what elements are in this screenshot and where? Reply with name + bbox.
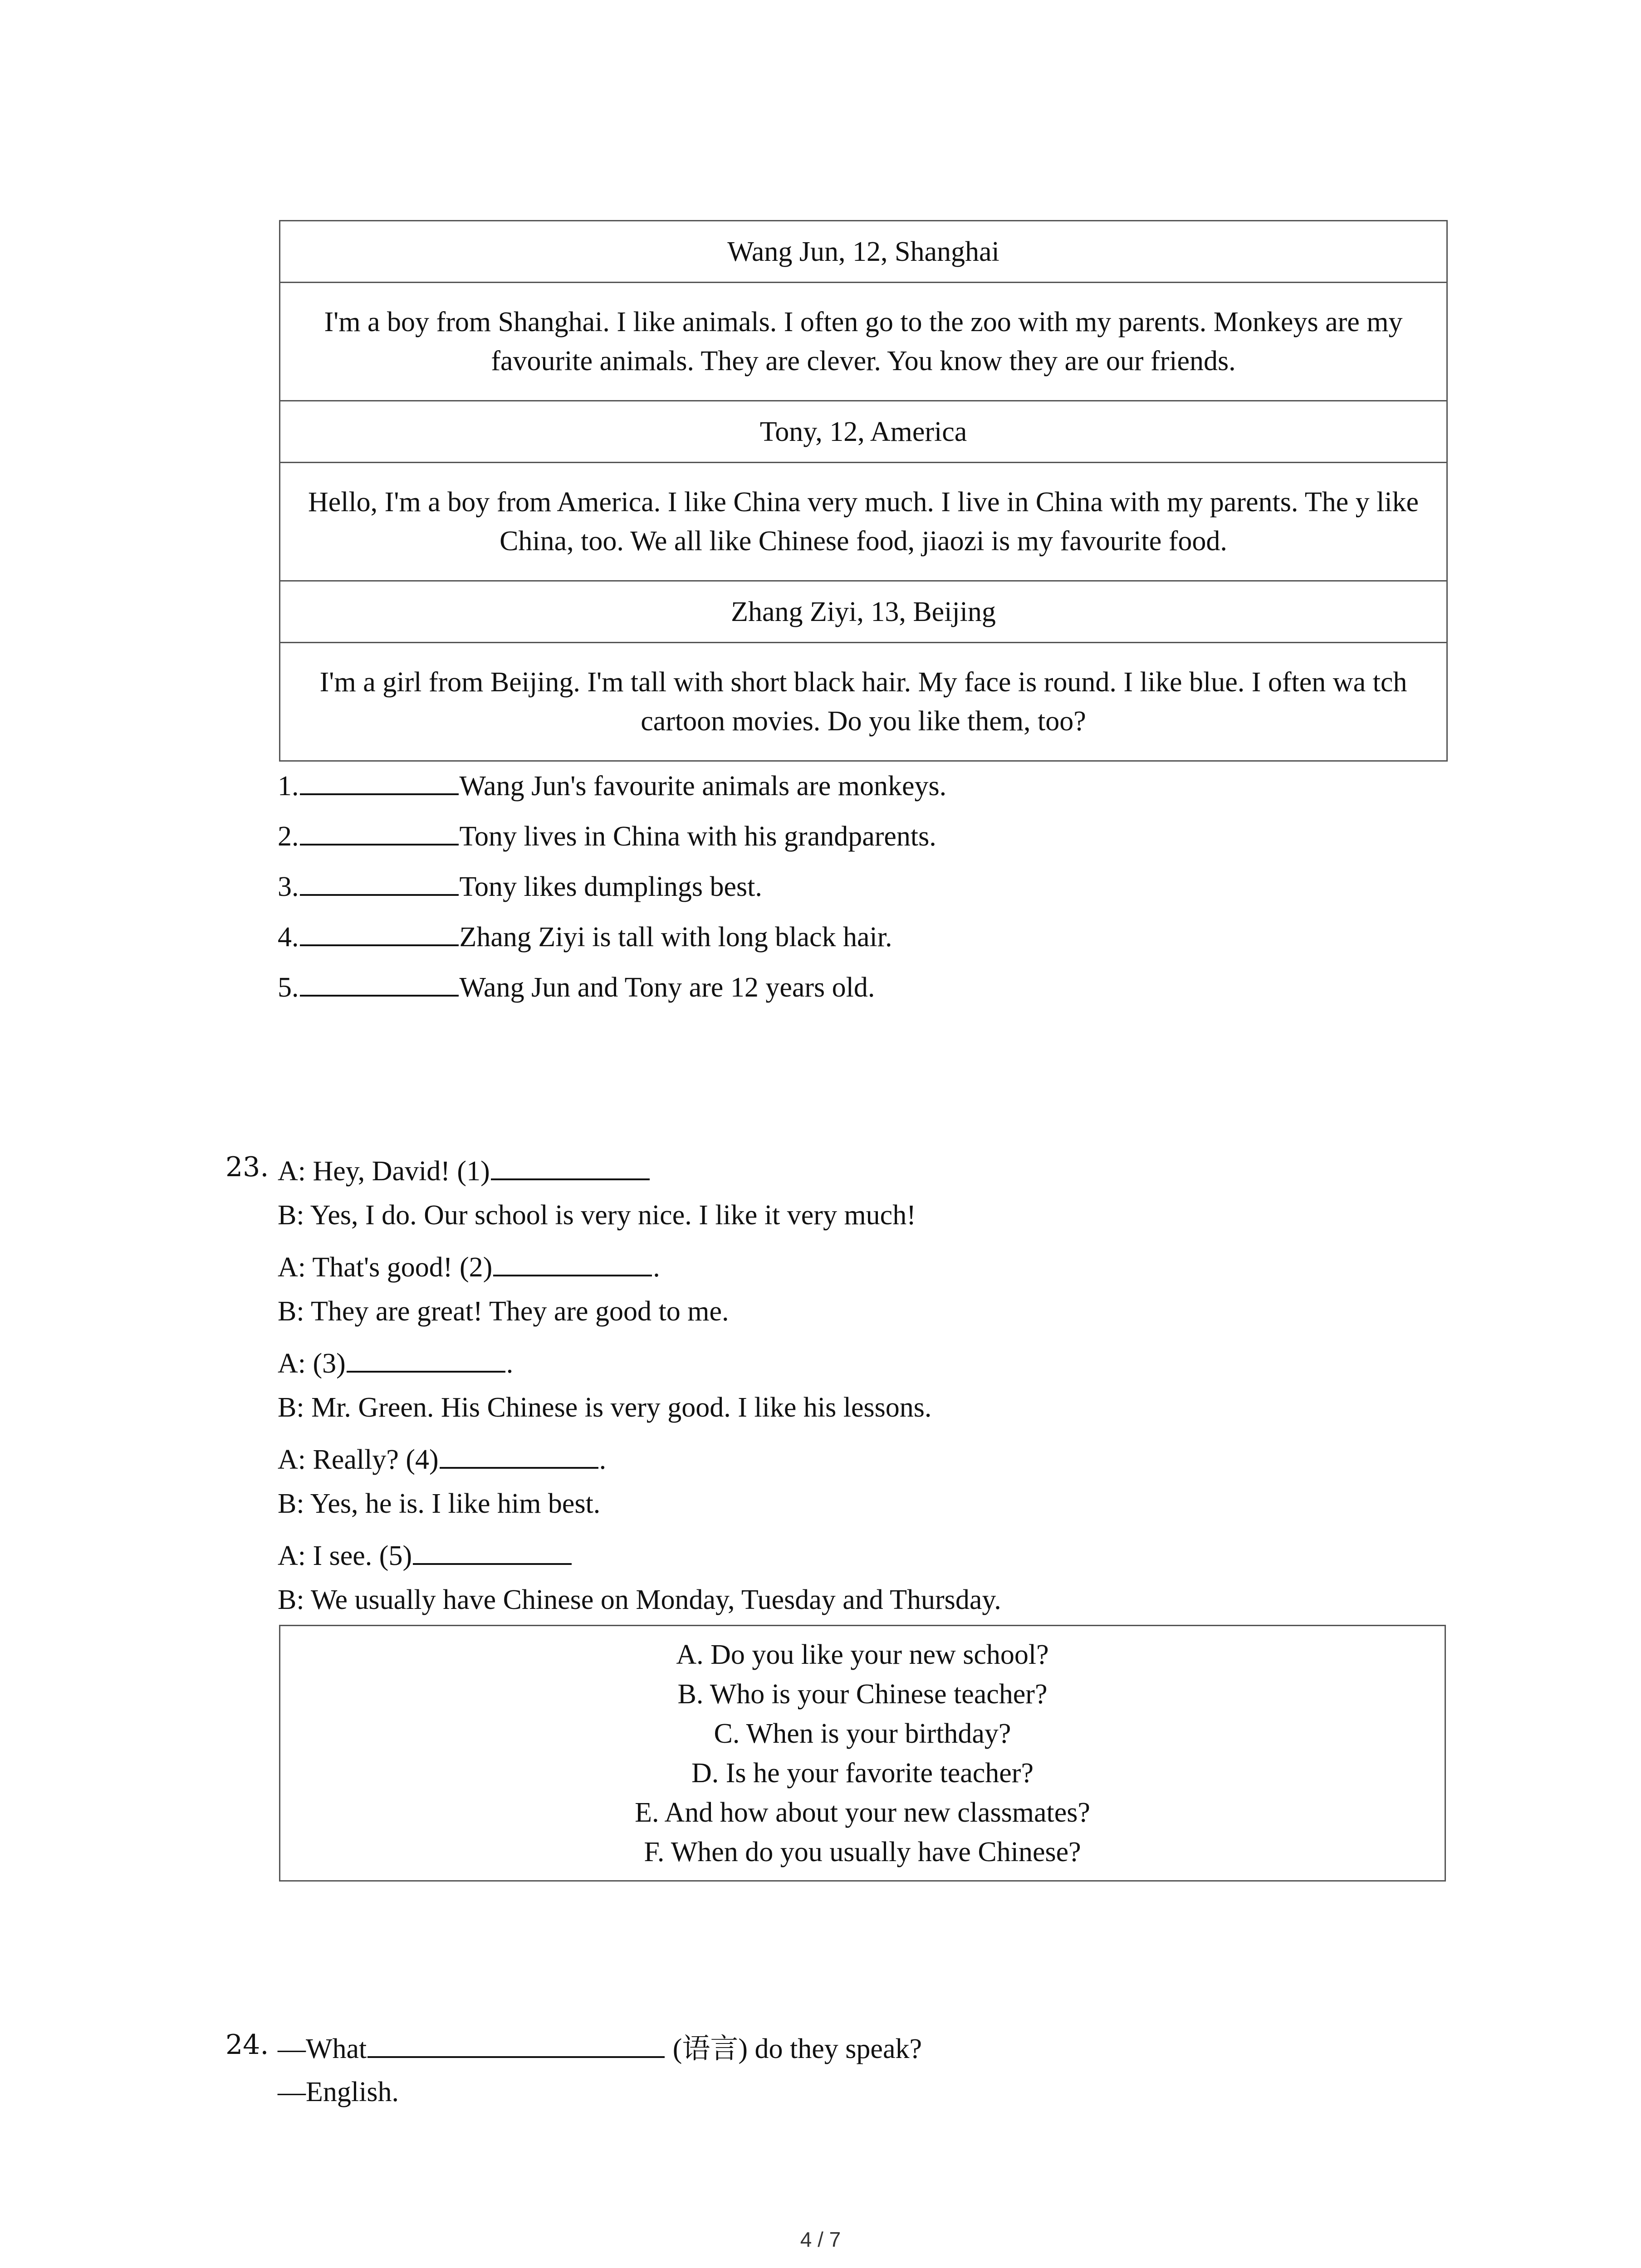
dialogue-text: B: Yes, he is. I like him best. xyxy=(278,1488,601,1519)
dialogue-text: A: Hey, David! (1) xyxy=(278,1156,490,1187)
answer-blank[interactable] xyxy=(491,1149,650,1180)
answer-blank[interactable] xyxy=(300,965,459,997)
profile-table xyxy=(279,220,1448,762)
dialogue-text: B: We usually have Chinese on Monday, Tuesday and Thursday. xyxy=(278,1584,1001,1615)
option-item: D. Is he your favorite teacher? xyxy=(691,1758,1034,1789)
question-24 xyxy=(278,2026,922,2121)
statement-number: 5. xyxy=(278,972,299,1003)
statement-item xyxy=(278,864,946,914)
dialogue-line xyxy=(278,1581,1001,1629)
statement-text: Zhang Ziyi is tall with long black hair. xyxy=(459,922,892,953)
dialogue-text: B: Mr. Green. His Chinese is very good. I like his lessons. xyxy=(278,1392,932,1423)
dialogue-text: A: (3) xyxy=(278,1348,346,1379)
dialogue-line xyxy=(278,1389,1001,1437)
statement-text: Tony likes dumplings best. xyxy=(459,871,762,902)
profile-text: I'm a boy from Shanghai. I like animals. I often go to the zoo with my parents. Monkeys are my favourite animals. They are clever. You know they are our friends. xyxy=(280,283,1447,401)
statement-number: 3. xyxy=(278,871,299,902)
answer-blank[interactable] xyxy=(347,1341,505,1373)
answer-blank[interactable] xyxy=(493,1245,652,1276)
q24-text: (语言) do they speak? xyxy=(666,2033,922,2064)
answer-blank[interactable] xyxy=(300,763,459,795)
profile-text: Hello, I'm a boy from America. I like China very much. I live in China with my parents. The y like China, too. We all like Chinese food, jiaozi is my favourite food. xyxy=(280,463,1447,581)
options-box xyxy=(279,1625,1446,1882)
dialogue-text: B: They are great! They are good to me. xyxy=(278,1296,729,1327)
dialogue-line xyxy=(278,1197,1001,1245)
statement-item xyxy=(278,763,946,814)
answer-blank[interactable] xyxy=(440,1437,598,1469)
question-number: 24. xyxy=(225,2029,269,2061)
dialogue-text: B: Yes, I do. Our school is very nice. I like it very much! xyxy=(278,1200,916,1231)
profile-header: Wang Jun, 12, Shanghai xyxy=(280,221,1447,283)
statement-item xyxy=(278,914,946,965)
true-false-statements xyxy=(278,763,946,1015)
dialogue-line xyxy=(278,1341,1001,1389)
option-item: B. Who is your Chinese teacher? xyxy=(677,1679,1048,1710)
statement-text: Wang Jun's favourite animals are monkeys. xyxy=(459,771,947,802)
profile-header: Tony, 12, America xyxy=(280,401,1447,463)
answer-blank[interactable] xyxy=(300,814,459,846)
dialogue-text: A: Really? (4) xyxy=(278,1444,439,1475)
answer-blank[interactable] xyxy=(300,914,459,946)
statement-number: 1. xyxy=(278,771,299,802)
q24-line xyxy=(278,2073,922,2121)
answer-blank[interactable] xyxy=(367,2026,665,2058)
answer-blank[interactable] xyxy=(300,864,459,896)
dialogue-text: A: That's good! (2) xyxy=(278,1252,493,1283)
statement-text: Tony lives in China with his grandparents. xyxy=(459,821,936,852)
dialogue-line xyxy=(278,1533,1001,1581)
dialogue xyxy=(278,1149,1001,1629)
dialogue-text: A: I see. (5) xyxy=(278,1540,412,1571)
q24-text: —What xyxy=(278,2033,367,2064)
statement-text: Wang Jun and Tony are 12 years old. xyxy=(459,972,875,1003)
statement-number: 2. xyxy=(278,821,299,852)
option-item: F. When do you usually have Chinese? xyxy=(644,1837,1081,1867)
dialogue-line xyxy=(278,1437,1001,1485)
answer-blank[interactable] xyxy=(413,1533,572,1565)
q24-answer-text: —English. xyxy=(278,2077,399,2107)
statement-number: 4. xyxy=(278,922,299,953)
statement-item xyxy=(278,965,946,1015)
profile-text: I'm a girl from Beijing. I'm tall with short black hair. My face is round. I like blue. I often wa tch cartoon movies. Do you like them, too? xyxy=(280,643,1447,761)
page-number: 4 / 7 xyxy=(800,2228,841,2251)
profile-header: Zhang Ziyi, 13, Beijing xyxy=(280,581,1447,643)
dialogue-punct: . xyxy=(599,1444,607,1475)
option-item: E. And how about your new classmates? xyxy=(635,1797,1090,1828)
option-item: A. Do you like your new school? xyxy=(676,1639,1049,1670)
option-item: C. When is your birthday? xyxy=(714,1718,1011,1749)
dialogue-line xyxy=(278,1293,1001,1341)
dialogue-line xyxy=(278,1485,1001,1533)
dialogue-punct: . xyxy=(506,1348,514,1379)
statement-item xyxy=(278,814,946,864)
q24-line xyxy=(278,2026,922,2073)
dialogue-line xyxy=(278,1245,1001,1293)
question-number: 23. xyxy=(225,1151,269,1183)
dialogue-line xyxy=(278,1149,1001,1197)
dialogue-punct: . xyxy=(653,1252,660,1283)
